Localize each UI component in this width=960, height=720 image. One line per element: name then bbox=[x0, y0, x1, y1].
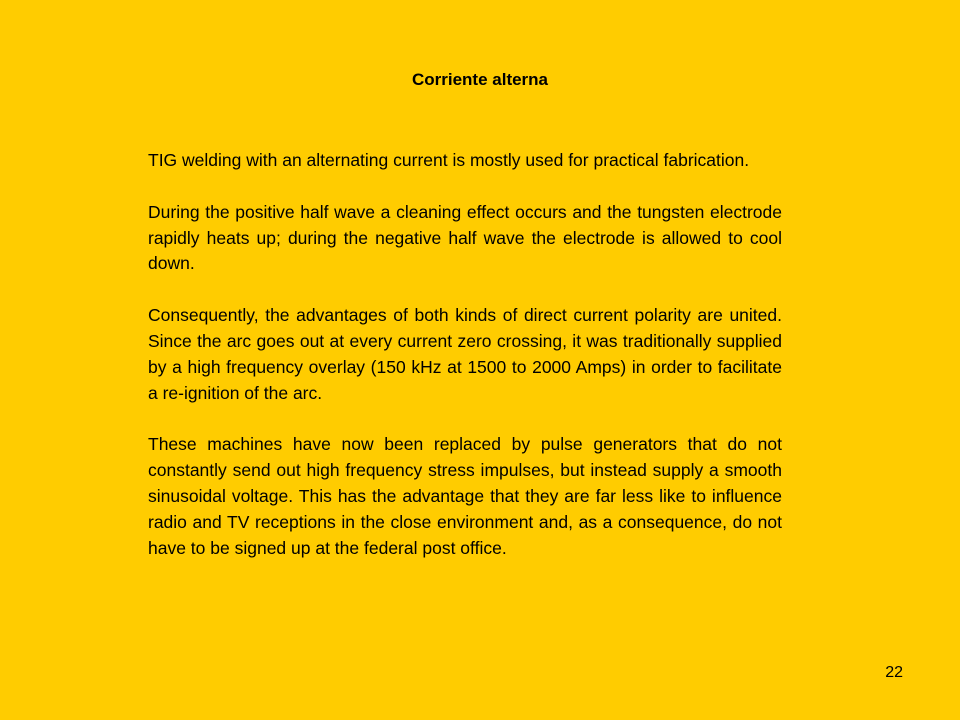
slide-body bbox=[148, 148, 782, 587]
slide-title: Corriente alterna bbox=[411, 70, 549, 89]
page-number: 22 bbox=[885, 664, 903, 681]
paragraph-pulse-generators: These machines have now been replaced by pulse generators that do not constantly send out high frequency stress impulses, but instead supply a smooth sinusoidal voltage. This has the advantage that they are far less like to influence radio and TV receptions in the close environment and, as a consequence, do not have to be signed up at the federal post office. bbox=[148, 434, 782, 558]
paragraph-advantages: Consequently, the advantages of both kinds of direct current polarity are united. Since the arc goes out at every current zero crossing, it was traditionally supplied by a high frequency overlay (150 kHz at 1500 to 2000 Amps) in order to facilitate a re-ignition of the arc. bbox=[148, 305, 782, 403]
paragraph-ac-usage: TIG welding with an alternating current is mostly used for practical fabrication. bbox=[148, 150, 750, 170]
paragraph-half-waves: During the positive half wave a cleaning effect occurs and the tungsten electrode rapidly heats up; during the negative half wave the electrode is allowed to cool down. bbox=[148, 201, 782, 274]
